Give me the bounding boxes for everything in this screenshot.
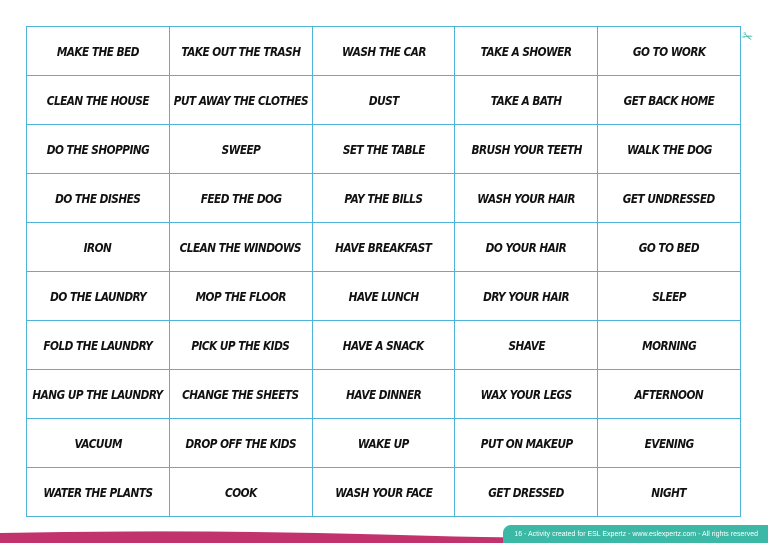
card-cell	[27, 468, 170, 517]
card-cell	[313, 76, 456, 125]
card-label: WALK THE DOG	[626, 141, 712, 157]
card-cell	[27, 125, 170, 174]
card-cell	[170, 419, 313, 468]
card-cell	[455, 370, 598, 419]
card-label: CLEAN THE HOUSE	[46, 92, 150, 108]
card-label: FOLD THE LAUNDRY	[43, 337, 153, 353]
card-label: DROP OFF THE KIDS	[185, 435, 296, 451]
card-label: GO TO BED	[638, 239, 700, 255]
card-cell	[27, 272, 170, 321]
card-label: PAY THE BILLS	[344, 190, 423, 206]
card-cell	[27, 223, 170, 272]
card-cell	[27, 76, 170, 125]
card-label: MOP THE FLOOR	[195, 288, 286, 304]
card-label: BRUSH YOUR TEETH	[471, 141, 582, 157]
card-label: CHANGE THE SHEETS	[182, 386, 299, 402]
card-cell	[455, 272, 598, 321]
card-label: DUST	[368, 92, 399, 108]
card-label: WAX YOUR LEGS	[480, 386, 572, 402]
card-label: GET DRESSED	[488, 484, 565, 500]
card-cell	[598, 125, 741, 174]
card-cell	[313, 272, 456, 321]
card-cell	[455, 321, 598, 370]
card-cell	[455, 174, 598, 223]
card-label: WASH YOUR HAIR	[477, 190, 576, 206]
card-label: HANG UP THE LAUNDRY	[32, 386, 163, 402]
card-cell	[27, 174, 170, 223]
card-label: GO TO WORK	[632, 43, 706, 59]
card-cell	[170, 125, 313, 174]
card-cell	[455, 419, 598, 468]
card-cell	[27, 27, 170, 76]
card-label: TAKE OUT THE TRASH	[181, 43, 301, 59]
card-cell	[313, 468, 456, 517]
card-cell	[170, 174, 313, 223]
card-label: DO YOUR HAIR	[485, 239, 567, 255]
card-cell	[455, 125, 598, 174]
card-cell	[598, 223, 741, 272]
card-cell	[313, 125, 456, 174]
card-label: MORNING	[642, 337, 697, 353]
card-label: DRY YOUR HAIR	[483, 288, 570, 304]
card-label: DO THE LAUNDRY	[49, 288, 146, 304]
card-cell	[170, 27, 313, 76]
card-cell	[313, 370, 456, 419]
card-label: GET BACK HOME	[623, 92, 715, 108]
card-cell	[598, 468, 741, 517]
card-cell	[170, 370, 313, 419]
card-cell	[170, 272, 313, 321]
card-label: SWEEP	[221, 141, 261, 157]
card-cell	[598, 370, 741, 419]
card-cell	[598, 27, 741, 76]
card-cell	[455, 223, 598, 272]
card-label: WATER THE PLANTS	[43, 484, 153, 500]
card-label: DO THE SHOPPING	[46, 141, 150, 157]
card-cell	[170, 76, 313, 125]
card-label: PUT AWAY THE CLOTHES	[173, 92, 308, 108]
card-label: TAKE A BATH	[490, 92, 562, 108]
card-label: WAKE UP	[357, 435, 409, 451]
card-cell	[598, 419, 741, 468]
card-label: AFTERNOON	[634, 386, 704, 402]
card-cell	[455, 76, 598, 125]
card-label: PICK UP THE KIDS	[191, 337, 290, 353]
footer-bar	[503, 525, 768, 543]
card-label: CLEAN THE WINDOWS	[179, 239, 302, 255]
footer-text: 16 - Activity created for ESL Expertz - www.eslexpertz.com - All rights reserved	[514, 530, 758, 538]
card-cell	[313, 419, 456, 468]
card-cell	[27, 321, 170, 370]
card-label: SET THE TABLE	[342, 141, 425, 157]
card-label: WASH YOUR FACE	[334, 484, 433, 500]
card-cell	[455, 468, 598, 517]
card-cell	[27, 370, 170, 419]
card-cell	[27, 419, 170, 468]
card-label: GET UNDRESSED	[623, 190, 716, 206]
card-cell	[598, 272, 741, 321]
scissors-icon: ✂	[739, 28, 755, 47]
card-label: FEED THE DOG	[200, 190, 282, 206]
card-label: SLEEP	[652, 288, 686, 304]
card-label: NIGHT	[651, 484, 687, 500]
card-label: SHAVE	[508, 337, 545, 353]
card-label: WASH THE CAR	[341, 43, 426, 59]
card-cell	[170, 321, 313, 370]
card-cell	[170, 468, 313, 517]
flashcard-grid	[26, 26, 741, 517]
card-label: DO THE DISHES	[55, 190, 141, 206]
card-label: PUT ON MAKEUP	[480, 435, 573, 451]
card-label: HAVE A SNACK	[343, 337, 424, 353]
card-cell	[313, 174, 456, 223]
card-label: TAKE A SHOWER	[480, 43, 572, 59]
card-cell	[313, 223, 456, 272]
card-cell	[313, 27, 456, 76]
card-label: COOK	[224, 484, 257, 500]
card-cell	[455, 27, 598, 76]
card-label: IRON	[84, 239, 112, 255]
card-label: HAVE LUNCH	[348, 288, 419, 304]
card-label: HAVE BREAKFAST	[335, 239, 432, 255]
card-cell	[598, 321, 741, 370]
card-cell	[170, 223, 313, 272]
card-cell	[313, 321, 456, 370]
card-cell	[598, 76, 741, 125]
card-label: VACUUM	[74, 435, 122, 451]
card-label: HAVE DINNER	[345, 386, 422, 402]
card-label: EVENING	[644, 435, 694, 451]
card-label: MAKE THE BED	[56, 43, 139, 59]
card-cell	[598, 174, 741, 223]
